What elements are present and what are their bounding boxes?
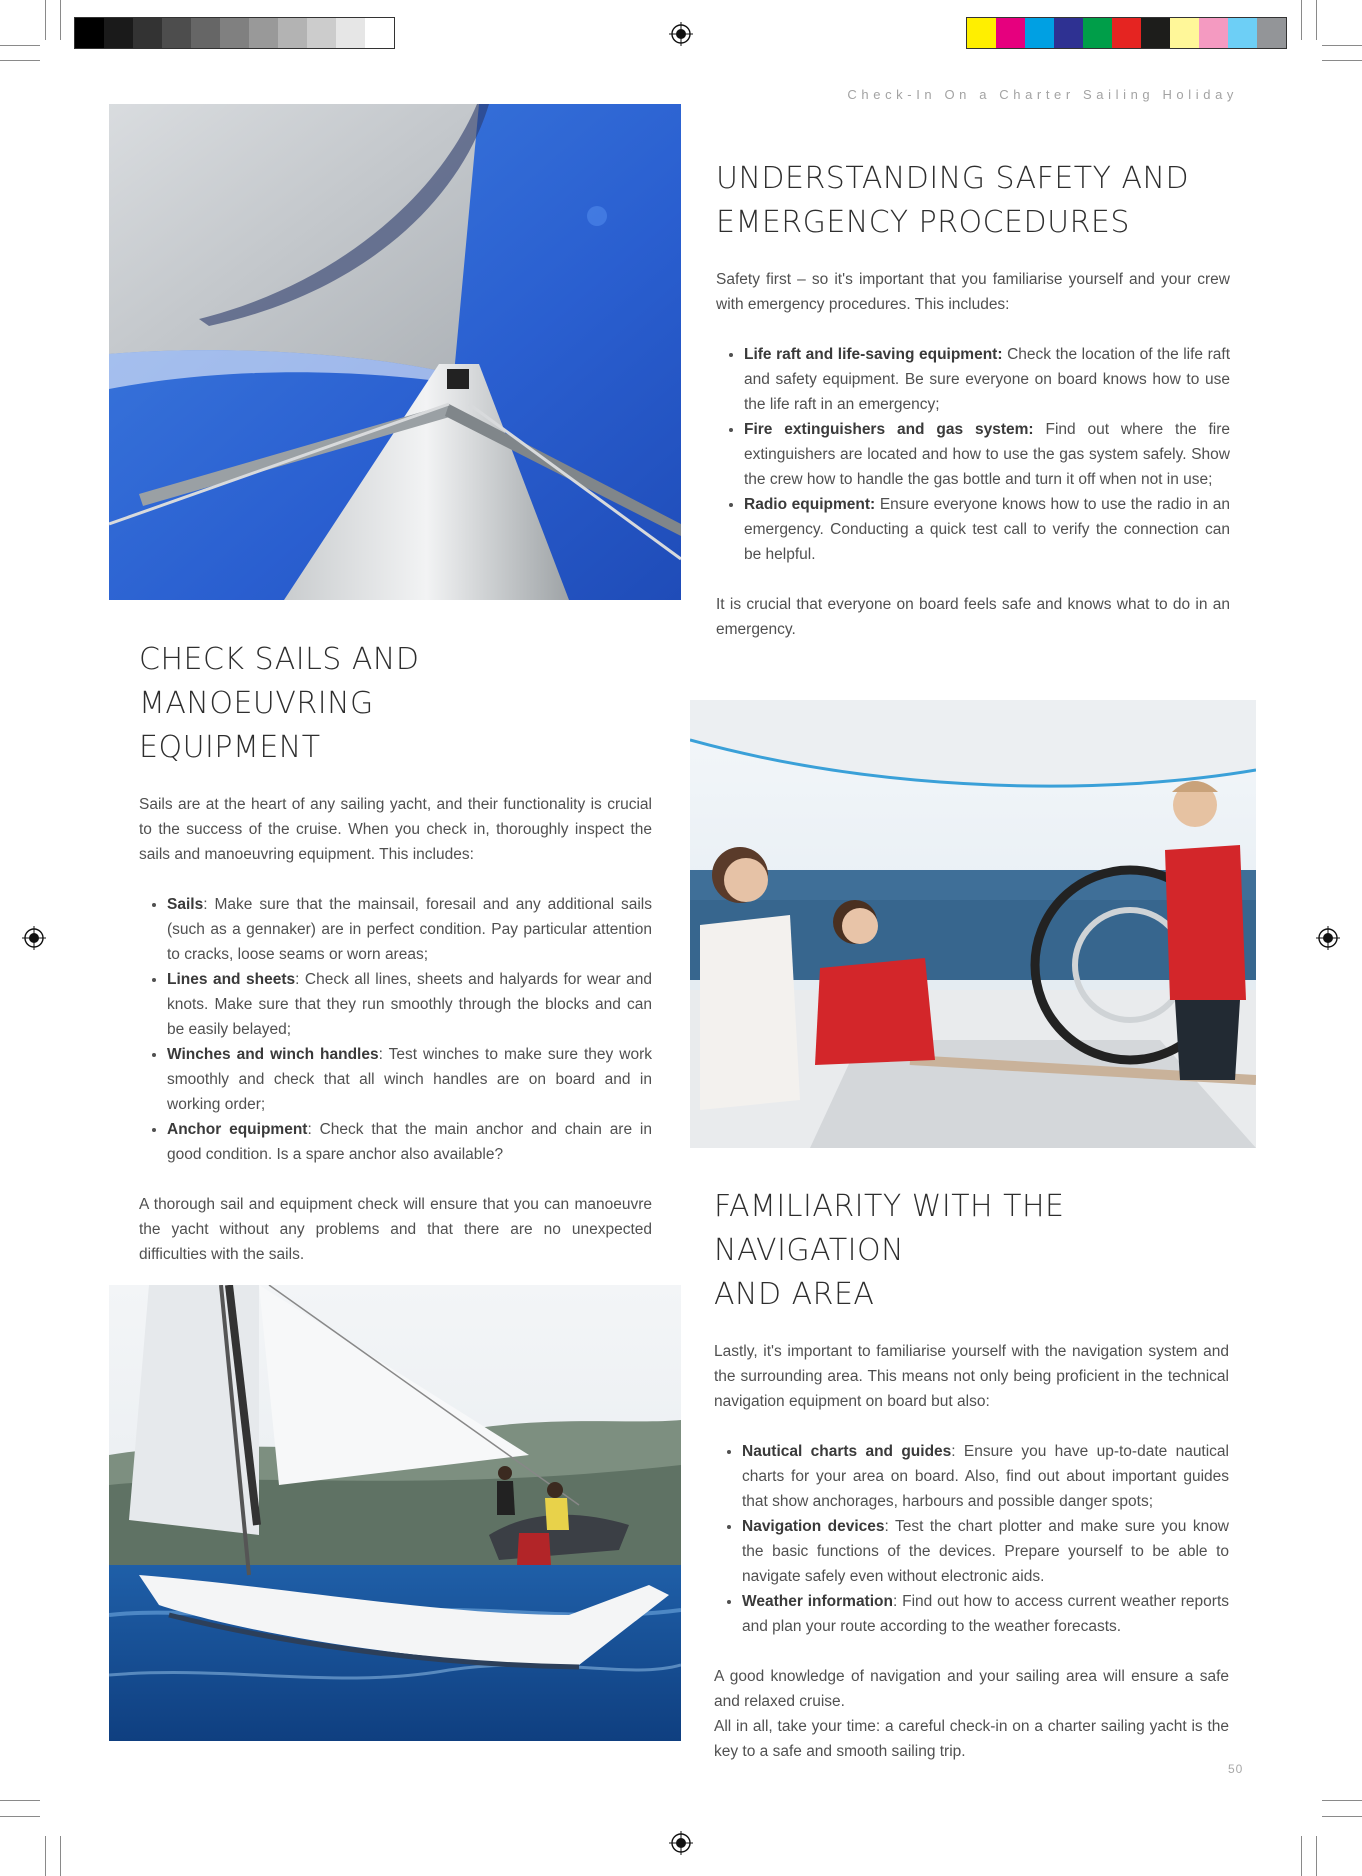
sails-list — [139, 892, 652, 1167]
color-swatch — [1112, 18, 1141, 48]
safety-list — [716, 342, 1230, 567]
family-helm-photo — [690, 700, 1256, 1148]
registration-mark-icon — [669, 22, 693, 46]
color-swatch — [1170, 18, 1199, 48]
safety-heading — [716, 157, 1230, 245]
registration-mark-icon — [1316, 926, 1340, 950]
list-item: • Navigation devices: Test the chart plotter and make sure you know the basic functions of the devices. Prepare yourself to be able to navigate safely even without electronic aids. — [742, 1514, 1229, 1589]
color-swatch — [162, 18, 191, 48]
color-swatch — [191, 18, 220, 48]
mast-sails-photo — [109, 104, 681, 600]
navigation-outro-1: A good knowledge of navigation and your sailing area will ensure a safe and relaxed cruise. — [714, 1668, 1229, 1710]
list-item: • Radio equipment: Ensure everyone knows how to use the radio in an emergency. Conducting a quick test call to verify the connection can be helpful. — [744, 492, 1230, 567]
registration-mark-icon — [22, 926, 46, 950]
list-item: • Weather information: Find out how to access current weather reports and plan your route according to the weather forecasts. — [742, 1589, 1229, 1639]
heading-line: AND AREA — [714, 1277, 875, 1312]
heading-line: EMERGENCY PROCEDURES — [716, 205, 1130, 240]
color-swatch — [104, 18, 133, 48]
list-item: • Life raft and life-saving equipment: Check the location of the life raft and safety equipment. Be sure everyone on board knows how to use the life raft in an emergency; — [744, 342, 1230, 417]
color-swatch — [1228, 18, 1257, 48]
running-header: Check-In On a Charter Sailing Holiday — [847, 87, 1238, 102]
list-item: • Sails: Make sure that the mainsail, foresail and any additional sails (such as a gennaker) are in perfect condition. Pay particular attention to cracks, loose seams or worn areas; — [167, 892, 652, 967]
navigation-list — [714, 1439, 1229, 1639]
navigation-intro: Lastly, it's important to familiarise yourself with the navigation system and the surrounding area. This means not only being proficient in the technical navigation equipment on board but also: — [714, 1343, 1229, 1410]
color-swatch — [220, 18, 249, 48]
color-swatch-bar — [966, 17, 1287, 49]
sails-heading — [139, 638, 652, 770]
color-swatch — [1083, 18, 1112, 48]
sails-outro: A thorough sail and equipment check will ensure that you can manoeuvre the yacht without any problems and that there are no unexpected difficulties with the sails. — [139, 1196, 652, 1263]
navigation-section — [714, 1185, 1229, 1764]
color-swatch — [996, 18, 1025, 48]
list-item: • Anchor equipment: Check that the main anchor and chain are in good condition. Is a spare anchor also available? — [167, 1117, 652, 1167]
color-swatch — [1025, 18, 1054, 48]
gray-swatch-bar — [74, 17, 395, 49]
list-item: • Lines and sheets: Check all lines, sheets and halyards for wear and knots. Make sure that they run smoothly through the blocks and can be easily belayed; — [167, 967, 652, 1042]
heading-line: CHECK SAILS AND MANOEUVRING — [139, 642, 420, 721]
safety-outro: It is crucial that everyone on board feels safe and knows what to do in an emergency. — [716, 596, 1230, 638]
heading-line: UNDERSTANDING SAFETY AND — [716, 161, 1190, 196]
heading-line: FAMILIARITY WITH THE NAVIGATION — [714, 1189, 1065, 1268]
sails-intro: Sails are at the heart of any sailing yacht, and their functionality is crucial to the success of the cruise. When you check in, thoroughly inspect the sails and manoeuvring equipment. This includes: — [139, 796, 652, 863]
color-swatch — [278, 18, 307, 48]
color-swatch — [133, 18, 162, 48]
heading-line: EQUIPMENT — [139, 730, 321, 765]
color-swatch — [336, 18, 365, 48]
page-number: 50 — [1228, 1762, 1244, 1776]
color-swatch — [967, 18, 996, 48]
navigation-outro-2: All in all, take your time: a careful check-in on a charter sailing yacht is the key to a safe and smooth sailing trip. — [714, 1718, 1229, 1760]
sails-section — [139, 638, 652, 1267]
list-item: • Nautical charts and guides: Ensure you have up-to-date nautical charts for your area on board. Also, find out about important guides that show anchorages, harbours and possible danger spots; — [742, 1439, 1229, 1514]
color-swatch — [1141, 18, 1170, 48]
color-swatch — [365, 18, 394, 48]
list-item: • Winches and winch handles: Test winches to make sure they work smoothly and check that all winch handles are on board and in working order; — [167, 1042, 652, 1117]
color-swatch — [1257, 18, 1286, 48]
color-swatch — [307, 18, 336, 48]
color-swatch — [1054, 18, 1083, 48]
safety-section — [716, 157, 1230, 642]
color-swatch — [249, 18, 278, 48]
navigation-heading — [714, 1185, 1229, 1317]
color-swatch — [75, 18, 104, 48]
registration-mark-icon — [669, 1831, 693, 1855]
list-item: • Fire extinguishers and gas system: Find out where the fire extinguishers are located and how to use the gas system safely. Show the crew how to handle the gas bottle and turn it off when not in use; — [744, 417, 1230, 492]
yacht-sailing-photo — [109, 1285, 681, 1741]
color-swatch — [1199, 18, 1228, 48]
safety-intro: Safety first – so it's important that you familiarise yourself and your crew with emergency procedures. This includes: — [716, 271, 1230, 313]
